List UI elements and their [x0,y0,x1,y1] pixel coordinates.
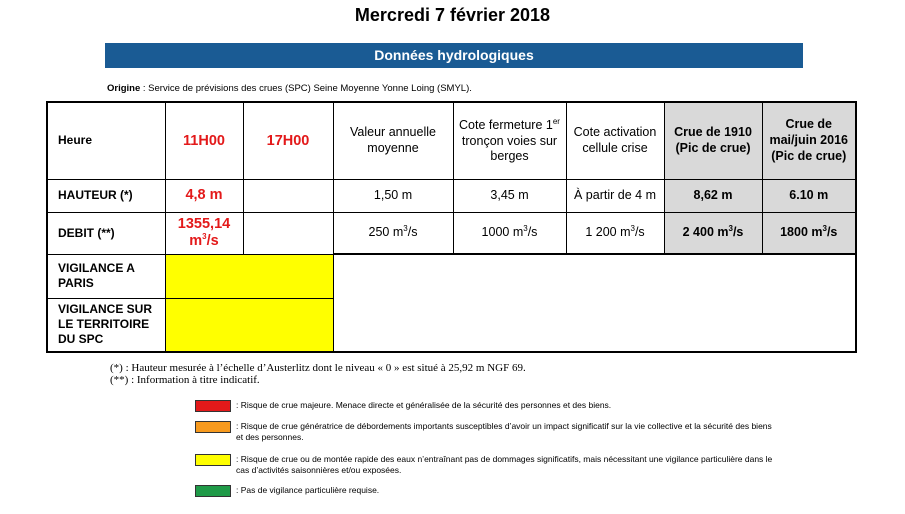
debit-fermeture: 1000 $m^3/s$ [453,212,566,254]
header-activation: Cote activation cellule crise [566,102,664,179]
hauteur-2016: 6.10 m [762,179,856,212]
hauteur-fermeture: 3,45 m [453,179,566,212]
table-row [47,179,856,212]
origin-text: : Service de prévisions des crues (SPC) Seine Moyenne Yonne Loing (SMYL). [140,83,472,94]
legend-text-red: : Risque de crue majeure. Menace directe et généralisée de la sécurité des personnes et des biens. [236,400,612,410]
table-row [47,298,856,352]
footnote-1: (*) : Hauteur mesurée à l’échelle d’Austerlitz dont le niveau « 0 » est situé à 25,92 m NGF 69. [110,362,526,374]
table-row [47,212,856,254]
header-crue-2016: Crue de mai/juin 2016 (Pic de crue) [762,102,856,179]
header-time-17h: 17H00 [243,102,333,179]
debit-2016: 1800 $m^3/s$ [762,212,856,254]
debit-annual: 250 $m^3/s$ [333,212,453,254]
legend-text-green: : Pas de vigilance particulière requise. [236,485,380,495]
hauteur-annual: 1,50 m [333,179,453,212]
debit-activation: 1 200 $m^3/s$ [566,212,664,254]
header-time-11h: 11H00 [165,102,243,179]
vigilance-territoire-status [165,298,333,352]
legend-swatch-green [195,485,231,497]
table-row [47,102,856,179]
page-title: Mercredi 7 février 2018 [354,5,551,25]
header-fermeture: Cote fermeture 1er tronçon voies sur berges [453,102,566,179]
vigilance-paris-status [165,254,333,298]
section-banner: Données hydrologiques [105,43,803,68]
row-label-hauteur: HAUTEUR (*) [47,179,165,212]
origin-line [107,83,472,94]
debit-1910: 2 400 $m^3/s$ [664,212,762,254]
legend-swatch-orange [195,421,231,433]
row-label-vig-paris: VIGILANCE A PARIS [47,254,165,298]
hauteur-activation: À partir de 4 m [566,179,664,212]
header-annual: Valeur annuelle moyenne [333,102,453,179]
header-crue-1910: Crue de 1910 (Pic de crue) [664,102,762,179]
header-heure: Heure [47,102,165,179]
footnotes [110,362,526,386]
row-label-debit: DEBIT (**) [47,212,165,254]
legend-swatch-yellow [195,454,231,466]
empty-cell [333,298,856,352]
footnote-2: (**) : Information à titre indicatif. [110,374,260,386]
legend-text-yellow: : Risque de crue ou de montée rapide des eaux n’entraînant pas de dommages significatifs, mais nécessitant une vigilance particulière dans le cas d’activités saisonnières et/ou exposées. [236,454,773,475]
table-row [47,254,856,298]
hauteur-11h: 4,8 m [165,179,243,212]
row-label-vig-territoire: VIGILANCE SUR LE TERRITOIRE DU SPC [47,298,165,352]
legend-swatch-red [195,400,231,412]
debit-11h: 1355,14 $m^3/s$ [165,212,243,254]
hauteur-17h [243,179,333,212]
debit-17h [243,212,333,254]
empty-cell [333,254,856,298]
hydro-table [46,101,857,353]
legend-text-orange: : Risque de crue génératrice de débordements importants susceptibles d’avoir un impact significatif sur la vie collective et la sécurité des biens et des personnes. [236,421,772,442]
origin-label: Origine [107,83,141,94]
hauteur-1910: 8,62 m [664,179,762,212]
